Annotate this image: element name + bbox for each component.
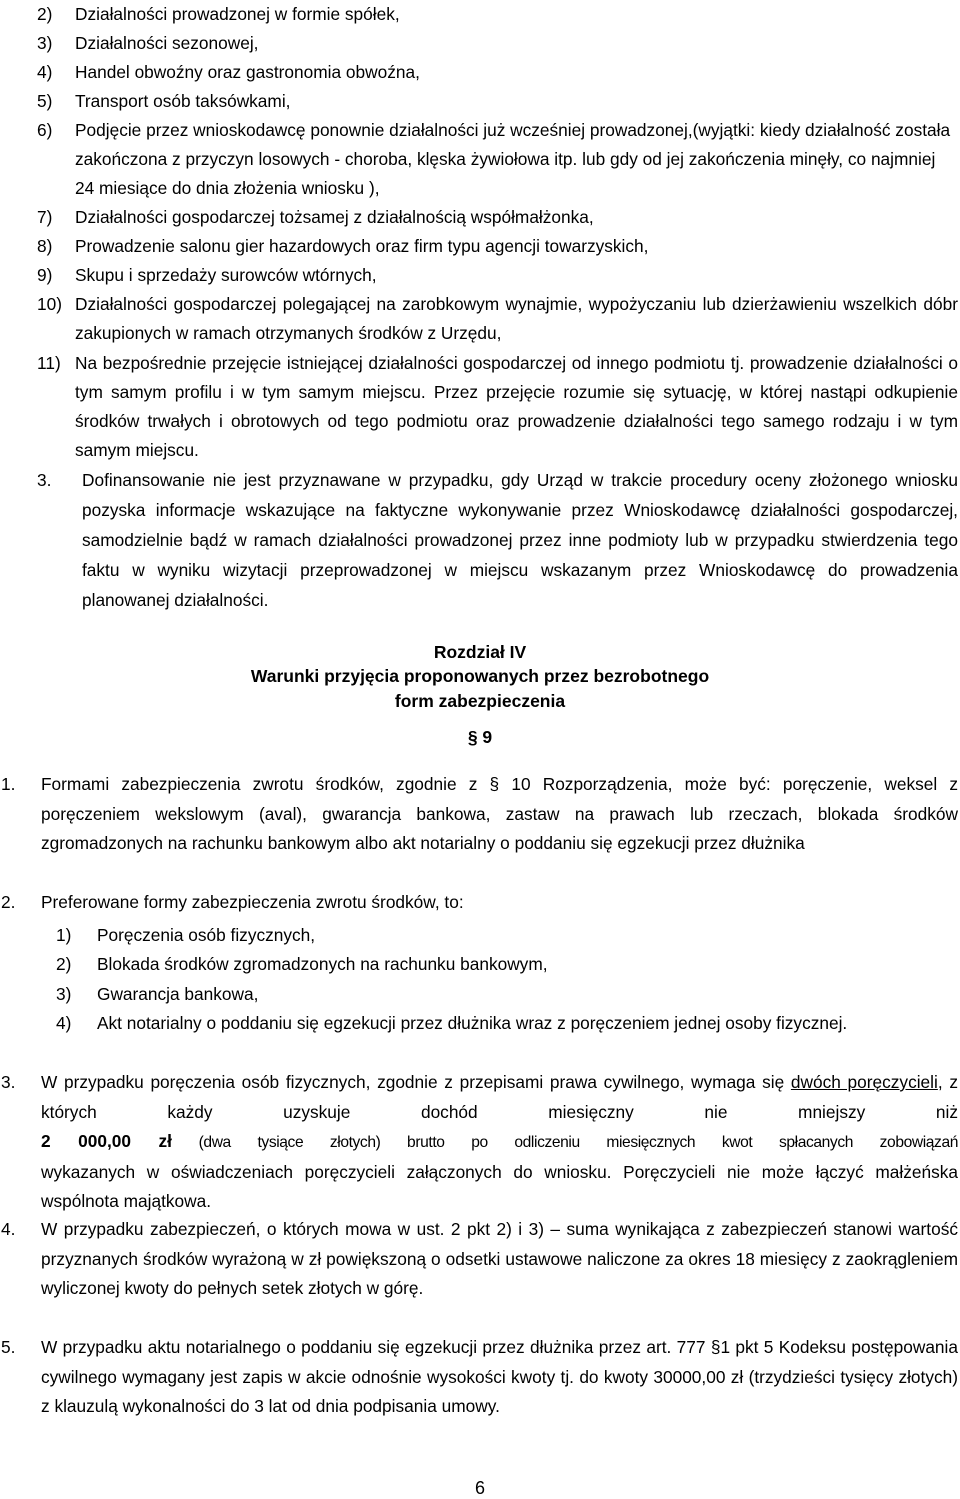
list-item: [37, 261, 958, 290]
list-item: [56, 950, 958, 980]
chapter-title-line2: form zabezpieczenia: [394, 691, 566, 711]
list-item: [56, 980, 958, 1010]
list-number: 9): [37, 265, 53, 285]
list-item: [37, 87, 958, 116]
list-number: 5.: [1, 1337, 16, 1357]
paragraph-text: Formami zabezpieczenia zwrotu środków, zgodnie z § 10 Rozporządzenia, może być: poręczenie, weksel z poręczeniem wekslowym (aval), gwarancja bankowa, zastaw na prawach lub rzeczach, blokada środków zgromadzonych na rachunku bankowym albo akt notarialny o poddaniu się egzekucji przez dłużnika: [41, 774, 958, 853]
list-number: 1): [56, 925, 72, 945]
list-text: Handel obwoźny oraz gastronomia obwoźna,: [75, 62, 420, 82]
list-text: Transport osób taksówkami,: [75, 91, 291, 111]
list-text: Na bezpośrednie przejęcie istniejącej działalności gospodarczej od innego podmiotu tj. prowadzenie działalności o tym samym profilu i w tym samym miejscu. Przez przejęcie rozumie się sytuację, w której nastąpi odkupienie środków trwałych i obrotowych od tego podmiotu oraz prowadzenie działalności tego samego rodzaju i w tym samym miejscu.: [75, 353, 958, 460]
list-number: 1.: [1, 774, 16, 794]
list-number: 3): [56, 984, 72, 1004]
list-number: 4.: [1, 1219, 16, 1239]
list-number: 6): [37, 120, 53, 140]
list-text: Skupu i sprzedaży surowców wtórnych,: [75, 265, 377, 285]
list-number: 3.: [1, 1072, 16, 1092]
list-text: Blokada środków zgromadzonych na rachunku bankowym,: [97, 954, 548, 974]
underlined-text: dwóch poręczycieli: [790, 1072, 938, 1092]
list-item: [37, 203, 958, 232]
list-text: Działalności gospodarczej tożsamej z działalnością współmałżonka,: [75, 207, 594, 227]
chapter-label: Rozdział IV: [433, 642, 527, 662]
list-item: [56, 921, 958, 951]
paragraph-text-part: , z których każdy uzyskuje dochód miesięczny nie mniejszy niż: [41, 1072, 958, 1122]
list-number: 11): [37, 353, 61, 373]
list-text: Działalności sezonowej,: [75, 33, 259, 53]
list-text: Działalności gospodarczej polegającej na zarobkowym wynajmie, wypożyczaniu lub dzierżawieniu wszelkich dóbr zakupionych w ramach otrzymanych środków z Urzędu,: [75, 294, 958, 343]
list-number: 10): [37, 294, 62, 314]
list-item: [37, 58, 958, 87]
list-text: Poręczenia osób fizycznych,: [97, 925, 316, 945]
list-text: Prowadzenie salonu gier hazardowych oraz firm typu agencji towarzyskich,: [75, 236, 649, 256]
list-item: [37, 290, 958, 348]
list-number: 4): [56, 1013, 72, 1033]
list-text: Gwarancja bankowa,: [97, 984, 259, 1004]
list-item: [37, 116, 958, 203]
paragraph-text-line: [41, 1068, 958, 1127]
list-text: Podjęcie przez wnioskodawcę ponownie działalności już wcześniej prowadzonej,(wyjątki: kiedy działalność została zakończona z przyczyn losowych - choroba, klęska żywiołowa itp. lub gdy od jej zakończenia minęły, co najmniej 24 miesiące do dnia złożenia wniosku ),: [75, 120, 951, 198]
paragraph-item: [1, 1215, 958, 1304]
list-number: 2): [56, 954, 72, 974]
paragraph-text-part: wykazanych w oświadczeniach poręczycieli załączonych do wniosku. Poręczycieli nie może łączyć małżeńska wspólnota majątkowa.: [41, 1161, 958, 1211]
paragraph-item: [1, 770, 958, 859]
paragraph-text-line: [41, 1127, 958, 1158]
list-number: 7): [37, 207, 53, 227]
list-item: [37, 0, 958, 29]
list-number: 5): [37, 91, 53, 111]
paragraph-text-part: (dwa tysiące złotych) brutto po odliczeniu miesięcznych kwot spłacanych zobowiązań: [171, 1134, 958, 1151]
paragraph-item: [1, 1333, 958, 1422]
paragraph-text-part: W przypadku poręczenia osób fizycznych, zgodnie z przepisami prawa cywilnego, wymaga się: [41, 1072, 791, 1092]
amount-text: 2 000,00 zł: [41, 1131, 172, 1151]
list-item: [37, 29, 958, 58]
paragraph-item: [1, 888, 958, 918]
section-mark: § 9: [467, 727, 493, 747]
chapter-title-line1: Warunki przyjęcia proponowanych przez bezrobotnego: [250, 666, 710, 686]
paragraph-text: W przypadku aktu notarialnego o poddaniu się egzekucji przez dłużnika przez art. 777 §1 pkt 5 Kodeksu postępowania cywilnego wymagany jest zapis w akcie odnośnie wysokości kwoty tj. do kwoty 30000,00 zł (trzydzieści tysięcy złotych) z klauzulą wykonalności do 3 lat od dnia podpisania umowy.: [41, 1337, 958, 1416]
paragraph-text: Preferowane formy zabezpieczenia zwrotu środków, to:: [41, 892, 464, 912]
list-number: 4): [37, 62, 53, 82]
paragraph-text: W przypadku zabezpieczeń, o których mowa w ust. 2 pkt 2) i 3) – suma wynikająca z zabezpieczeń stanowi wartość przyznanych środków wyrażoną w zł powiększoną o odsetki ustawowe naliczone za okres 18 miesięcy z zaokrągleniem wyliczonej kwoty do pełnych setek złotych w górę.: [41, 1219, 958, 1298]
paragraph-item: [37, 465, 958, 615]
list-number: 3.: [37, 470, 52, 490]
list-text: Akt notarialny o poddaniu się egzekucji przez dłużnika wraz z poręczeniem jednej osoby fizycznej.: [97, 1013, 848, 1033]
list-number: 2): [37, 4, 53, 24]
list-item: [37, 232, 958, 261]
list-number: 3): [37, 33, 53, 53]
list-item: [56, 1009, 918, 1039]
page-number: 6: [474, 1478, 485, 1498]
list-text: Działalności prowadzonej w formie spółek,: [75, 4, 400, 24]
list-number: 8): [37, 236, 53, 256]
list-item: [37, 349, 958, 465]
paragraph-text: Dofinansowanie nie jest przyznawane w przypadku, gdy Urząd w trakcie procedury oceny złożonego wniosku pozyska informacje wskazujące na faktyczne wykonywanie przez Wnioskodawcę działalności gospodarczej, samodzielnie bądź w ramach działalności prowadzonej przez inne podmioty lub w przypadku stwierdzenia tego faktu w wyniku wizytacji przeprowadzonej w miejscu wskazanym przez Wnioskodawcę do prowadzenia planowanej działalności.: [82, 470, 958, 610]
paragraph-item: [1, 1068, 958, 1217]
list-number: 2.: [1, 892, 16, 912]
